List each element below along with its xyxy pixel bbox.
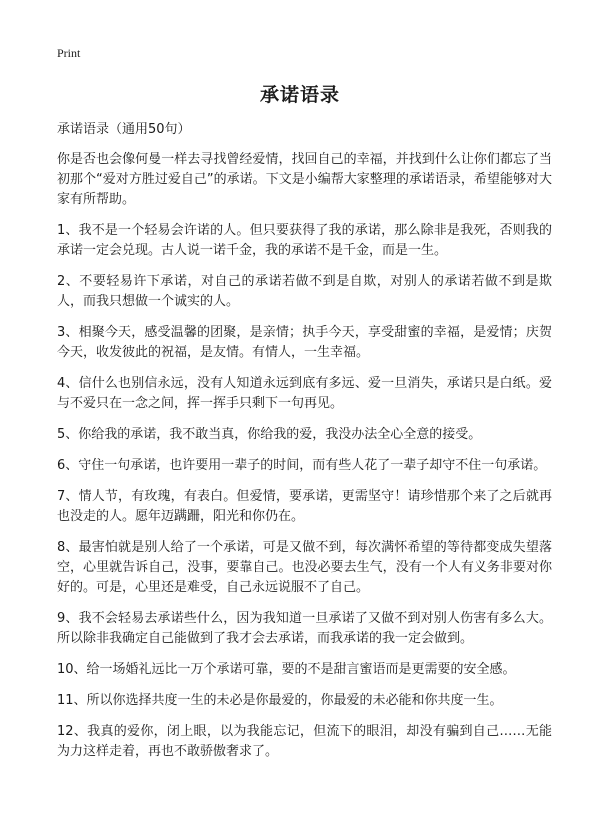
quote-paragraph: 9、我不会轻易去承诺些什么，因为我知道一旦承诺了又做不到对别人伤害有多么大。所以除非我确定自己能做到了我才会去承诺，而我承诺的我一定会做到。: [57, 611, 552, 646]
quote-paragraph: 8、最害怕就是别人给了一个承诺，可是又做不到，每次满怀希望的等待都变成失望落空，心里就告诉自己，没事，要靠自己。也没必要去生气，没有一个人有义务非要对你好的。可是，心里还是难受，自己永远说服不了自己。: [57, 540, 552, 595]
quote-paragraph: 6、守住一句承诺，也许要用一辈子的时间，而有些人花了一辈子却守不住一句承诺。: [57, 458, 547, 473]
article-body: [57, 120, 552, 773]
quote-paragraph: 5、你给我的承诺，我不敢当真，你给我的爱，我没办法全心全意的接受。: [57, 427, 482, 442]
quote-paragraph: 7、情人节，有玫瑰，有表白。但爱情，要承诺，更需坚守！请珍惜那个来了之后就再也没走的人。愿年迈蹒跚，阳光和你仍在。: [57, 489, 552, 524]
quote-paragraph: 10、给一场婚礼远比一万个承诺可靠，要的不是甜言蜜语而是更需要的安全感。: [57, 662, 516, 677]
article-intro: 你是否也会像何曼一样去寻找曾经爱情，找回自己的幸福，并找到什么让你们都忘了当初那个“爱对方胜过爱自己”的承诺。下文是小编帮大家整理的承诺语录，希望能够对大家有所帮助。: [57, 152, 552, 207]
quote-paragraph: 4、信什么也别信永远，没有人知道永远到底有多远、爱一旦消失，承诺只是白纸。爱与不爱只在一念之间，挥一挥手只剩下一句再见。: [57, 376, 552, 411]
quote-paragraph: 1、我不是一个轻易会许诺的人。但只要获得了我的承诺，那么除非是我死，否则我的承诺一定会兑现。古人说一诺千金，我的承诺不是千金，而是一生。: [57, 223, 552, 258]
quote-paragraph: 12、我真的爱你，闭上眼，以为我能忘记，但流下的眼泪，却没有骗到自己……无能为力这样走着，再也不敢骄傲奢求了。: [57, 724, 552, 759]
quote-paragraph: 11、所以你选择共度一生的未必是你最爱的，你最爱的未必能和你共度一生。: [57, 693, 503, 708]
page-title: 承诺语录: [259, 84, 340, 106]
quote-paragraph: 2、不要轻易许下承诺，对自己的承诺若做不到是自欺，对别人的承诺若做不到是欺人，而我只想做一个诚实的人。: [57, 274, 552, 309]
print-link[interactable]: Print: [57, 46, 81, 60]
article-subtitle: 承诺语录（通用50句）: [57, 122, 191, 137]
quote-paragraph: 3、相聚今天，感受温馨的团聚，是亲情；执手今天，享受甜蜜的幸福，是爱情；庆贺今天，收发彼此的祝福，是友情。有情人，一生幸福。: [57, 325, 552, 360]
